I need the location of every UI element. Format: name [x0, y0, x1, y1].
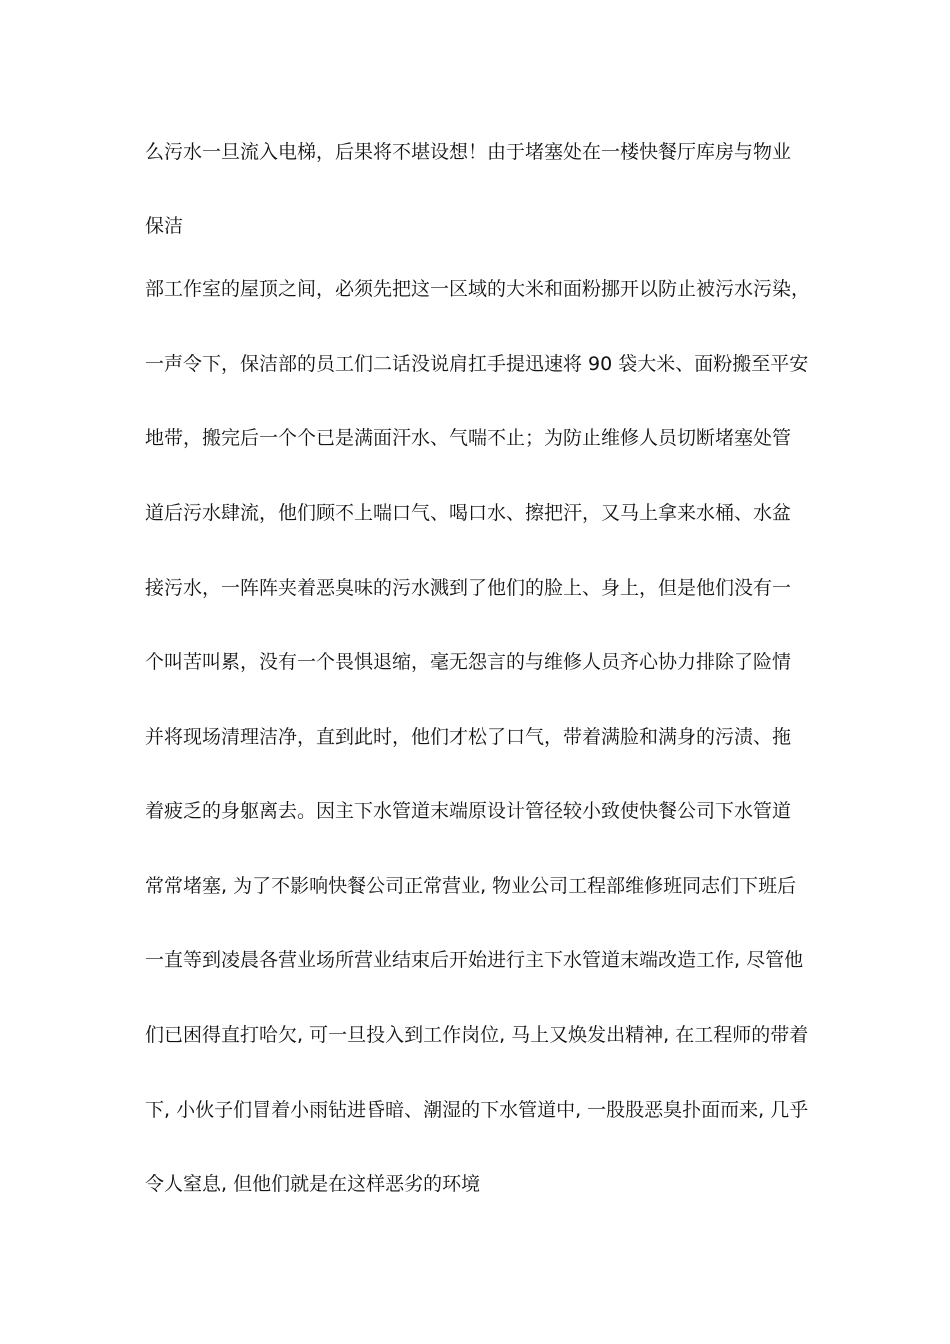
text-line: 部工作室的屋顶之间，必须先把这一区域的大米和面粉挪开以防止被污水污染，	[145, 278, 810, 300]
text-line: 保洁	[145, 215, 184, 237]
text-line: 接污水，一阵阵夹着恶臭味的污水溅到了他们的脸上、身上，但是他们没有一	[145, 577, 792, 599]
text-line: 并将现场清理洁净，直到此时，他们才松了口气，带着满脸和满身的污渍、拖	[145, 726, 792, 748]
text-line: 下, 小伙子们冒着小雨钻进昏暗、潮湿的下水管道中, 一股股恶臭扑面而来, 几乎	[145, 1099, 809, 1121]
text-line: 常常堵塞, 为了不影响快餐公司正常营业, 物业公司工程部维修班同志们下班后	[145, 875, 797, 897]
text-line: 地带，搬完后一个个已是满面汗水、气喘不止；为防止维修人员切断堵塞处管	[145, 427, 792, 449]
text-line: 个叫苦叫累，没有一个畏惧退缩，毫无怨言的与维修人员齐心协力排除了险情	[145, 651, 792, 673]
text-line: 一声令下，保洁部的员工们二话没说肩扛手提迅速将 90 袋大米、面粉搬至平安	[145, 353, 809, 375]
text-line: 令人窒息, 但他们就是在这样恶劣的环境	[145, 1173, 481, 1195]
text-line: 着疲乏的身躯离去。因主下水管道末端原设计管径较小致使快餐公司下水管道	[145, 800, 792, 822]
text-line: 们已困得直打哈欠, 可一旦投入到工作岗位, 马上又焕发出精神, 在工程师的带着	[145, 1024, 809, 1046]
text-line: 道后污水肆流，他们顾不上喘口气、喝口水、擦把汗，又马上拿来水桶、水盆	[145, 502, 792, 524]
text-line: 么污水一旦流入电梯，后果将不堪设想！由于堵塞处在一楼快餐厅库房与物业	[145, 141, 792, 163]
text-line: 一直等到凌晨各营业场所营业结束后开始进行主下水管道末端改造工作, 尽管他	[145, 949, 804, 971]
